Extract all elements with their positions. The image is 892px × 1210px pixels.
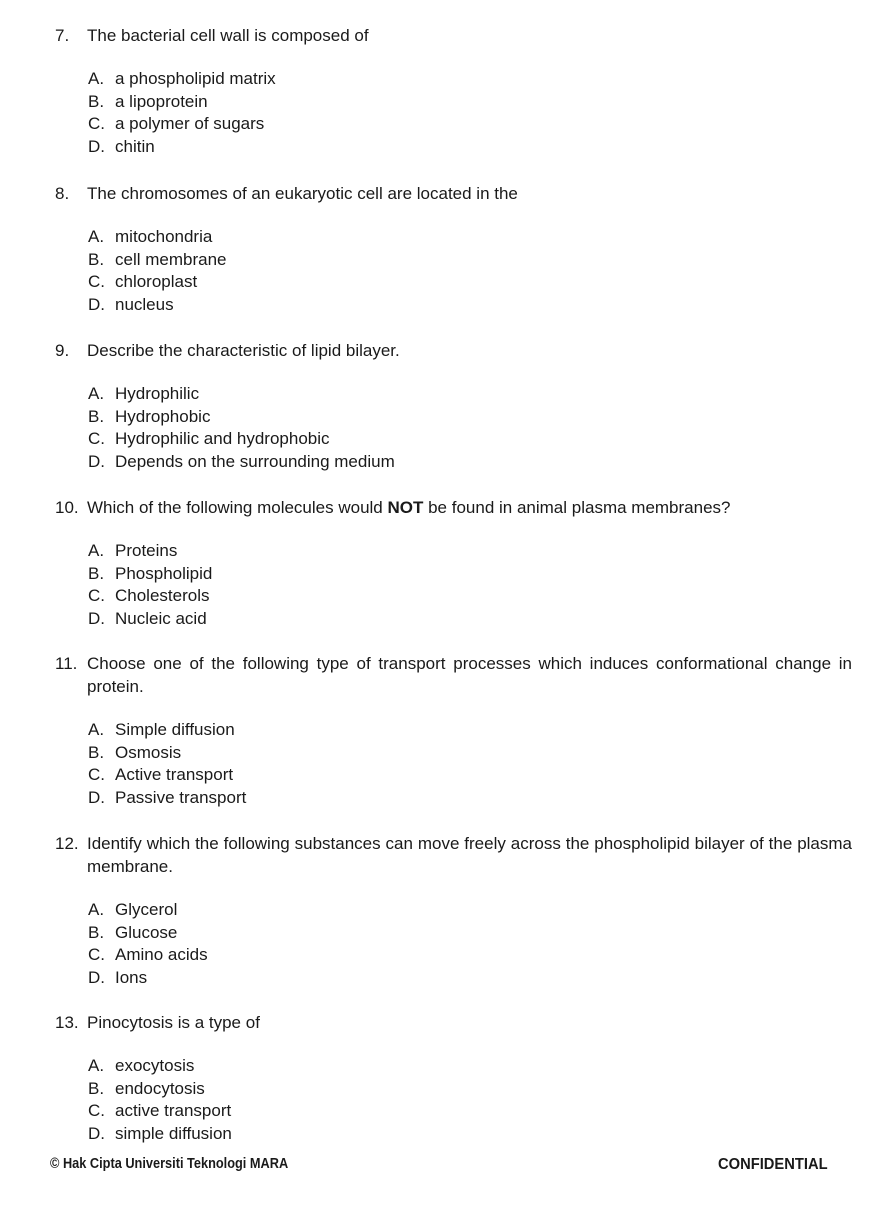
question-number: 13.	[55, 1013, 79, 1032]
answer-option	[88, 742, 852, 765]
option-letter: A.	[88, 69, 105, 88]
option-text: Hydrophilic	[115, 384, 200, 403]
question-number: 11.	[55, 654, 78, 673]
option-text: a polymer of sugars	[115, 114, 265, 133]
answer-option	[88, 249, 852, 272]
option-letter: D.	[88, 787, 105, 807]
option-text: nucleus	[115, 294, 174, 314]
answer-option	[88, 406, 852, 429]
option-text: endocytosis	[115, 1078, 205, 1098]
option-text: Depends on the surrounding medium	[115, 451, 395, 471]
option-text: exocytosis	[115, 1056, 195, 1075]
answer-option	[88, 1123, 852, 1146]
question-text	[55, 496, 852, 519]
answer-options	[55, 226, 852, 316]
option-text: Glycerol	[115, 900, 178, 919]
option-text: Phospholipid	[115, 563, 213, 583]
question-number: 9.	[55, 341, 70, 360]
option-text: Amino acids	[115, 945, 208, 964]
option-letter: A.	[88, 541, 105, 560]
answer-option	[88, 764, 852, 787]
answer-options	[55, 719, 852, 809]
option-letter: B.	[88, 1078, 105, 1098]
answer-option	[88, 383, 852, 406]
option-letter: C.	[88, 586, 105, 605]
question-text	[55, 832, 852, 878]
answer-option	[88, 563, 852, 586]
answer-option	[88, 1100, 852, 1123]
option-letter: D.	[88, 608, 105, 628]
option-letter: A.	[88, 384, 105, 403]
option-letter: A.	[88, 1056, 105, 1075]
answer-option	[88, 719, 852, 742]
question-text	[55, 182, 852, 205]
option-text: Simple diffusion	[115, 720, 235, 739]
answer-option	[88, 944, 852, 967]
answer-options	[55, 899, 852, 989]
option-letter: C.	[88, 114, 105, 133]
option-text: simple diffusion	[115, 1123, 232, 1143]
option-letter: A.	[88, 227, 105, 246]
question-7	[55, 24, 852, 158]
question-text	[55, 652, 852, 698]
answer-option	[88, 294, 852, 317]
option-text: Nucleic acid	[115, 608, 207, 628]
option-letter: C.	[88, 429, 105, 448]
question-number: 8.	[55, 184, 70, 203]
option-letter: A.	[88, 900, 105, 919]
question-11	[55, 652, 852, 809]
question-number: 10.	[55, 498, 79, 517]
answer-option	[88, 1055, 852, 1078]
option-letter: B.	[88, 249, 105, 269]
question-number: 7.	[55, 26, 70, 45]
option-text: Ions	[115, 967, 148, 987]
option-letter: B.	[88, 922, 105, 942]
answer-option	[88, 608, 852, 631]
option-text: chitin	[115, 136, 155, 156]
question-stem-part: be found in animal plasma membranes?	[423, 498, 731, 517]
answer-option	[88, 787, 852, 810]
option-letter: D.	[88, 967, 105, 987]
question-12	[55, 832, 852, 989]
option-text: Passive transport	[115, 787, 247, 807]
question-stem: Choose one of the following type of transport processes which induces conformational change in protein.	[87, 654, 852, 696]
question-9	[55, 339, 852, 473]
question-stem: Describe the characteristic of lipid bilayer.	[87, 341, 400, 360]
option-text: a phospholipid matrix	[115, 69, 276, 88]
answer-option	[88, 113, 852, 136]
answer-option	[88, 899, 852, 922]
option-letter: B.	[88, 563, 105, 583]
option-text: a lipoprotein	[115, 91, 208, 111]
footer-confidential: CONFIDENTIAL	[718, 1156, 828, 1173]
footer-copyright: © Hak Cipta Universiti Teknologi MARA	[50, 1156, 289, 1172]
answer-option	[88, 922, 852, 945]
question-number: 12.	[55, 834, 79, 853]
answer-option	[88, 540, 852, 563]
option-letter: C.	[88, 945, 105, 964]
answer-option	[88, 428, 852, 451]
option-letter: B.	[88, 406, 105, 426]
question-text	[55, 339, 852, 362]
option-text: Active transport	[115, 765, 234, 784]
option-letter: D.	[88, 1123, 105, 1143]
option-text: Osmosis	[115, 742, 182, 762]
answer-option	[88, 91, 852, 114]
answer-option	[88, 451, 852, 474]
option-letter: B.	[88, 91, 105, 111]
option-letter: D.	[88, 136, 105, 156]
option-letter: D.	[88, 451, 105, 471]
answer-options	[55, 68, 852, 158]
option-text: Hydrophilic and hydrophobic	[115, 429, 330, 448]
option-text: Cholesterols	[115, 586, 210, 605]
answer-option	[88, 585, 852, 608]
option-letter: D.	[88, 294, 105, 314]
question-text	[55, 24, 852, 47]
option-text: chloroplast	[115, 272, 198, 291]
answer-option	[88, 226, 852, 249]
question-stem-emphasis: NOT	[387, 498, 424, 517]
answer-option	[88, 136, 852, 159]
option-letter: C.	[88, 272, 105, 291]
option-letter: C.	[88, 765, 105, 784]
question-10	[55, 496, 852, 630]
question-13	[55, 1011, 852, 1145]
answer-options	[55, 383, 852, 473]
question-text	[55, 1011, 852, 1034]
answer-option	[88, 1078, 852, 1101]
answer-option	[88, 271, 852, 294]
question-stem: The bacterial cell wall is composed of	[87, 26, 369, 45]
option-text: mitochondria	[115, 227, 213, 246]
question-8	[55, 182, 852, 316]
option-text: active transport	[115, 1101, 232, 1120]
answer-options	[55, 540, 852, 630]
option-text: Hydrophobic	[115, 406, 211, 426]
option-letter: C.	[88, 1101, 105, 1120]
answer-option	[88, 68, 852, 91]
question-stem: The chromosomes of an eukaryotic cell are located in the	[87, 184, 518, 203]
question-stem-part: Which of the following molecules would	[87, 498, 388, 517]
option-letter: A.	[88, 720, 105, 739]
option-letter: B.	[88, 742, 105, 762]
option-text: cell membrane	[115, 249, 227, 269]
question-stem: Identify which the following substances can move freely across the phospholipid bilayer of the plasma membrane.	[87, 834, 852, 876]
option-text: Glucose	[115, 922, 178, 942]
question-stem: Pinocytosis is a type of	[87, 1013, 260, 1032]
answer-options	[55, 1055, 852, 1145]
option-text: Proteins	[115, 541, 178, 560]
answer-option	[88, 967, 852, 990]
